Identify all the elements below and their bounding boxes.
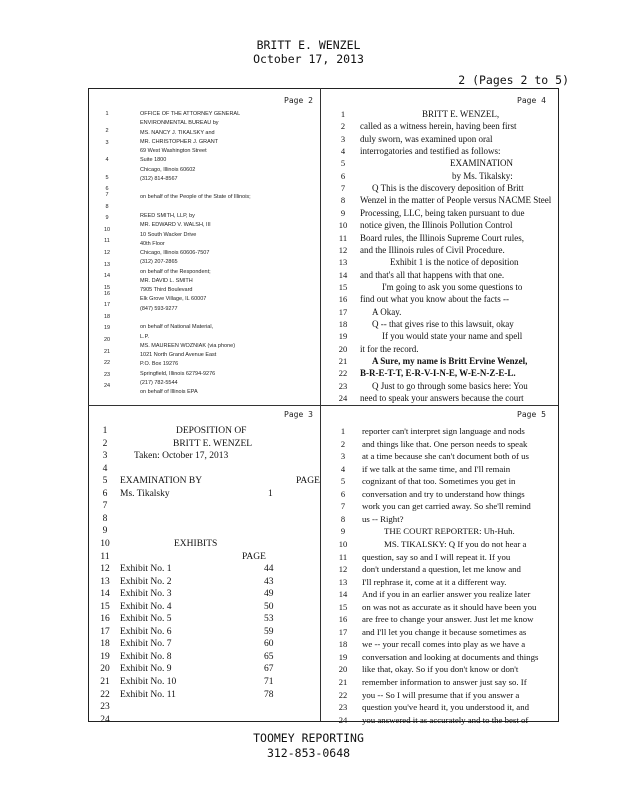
page2-line: Elk Grove Village, IL 60007 [140,296,207,303]
page4-line-number: 16 [338,294,348,305]
page5-line-number: 11 [338,551,348,562]
page3-line [96,676,318,688]
page2-line: 69 West Washington Street [140,148,207,155]
page2-line: (217) 782-5544 [140,379,178,386]
page2-line: MS. NANCY J. TIKALSKY and [140,129,215,136]
page5-line-number: 14 [338,589,348,600]
exhibit-page: 44 [264,564,274,575]
exhibit-name: Exhibit No. 1 [120,564,172,575]
page4-line-number: 21 [338,356,348,366]
page3-line [96,626,318,638]
page4-line: called as a witness herein, having been first [360,121,517,132]
page5-line-number: 12 [338,564,348,575]
page2-line: 10 South Wacker Drive [140,231,197,238]
page2-line-number: 23 [103,371,111,378]
page4-line-number: 9 [340,207,346,218]
page2-line: REED SMITH, LLP, by [140,212,195,219]
page3-line [96,663,318,675]
page2-line-number: 2 [105,128,109,135]
page5-line: cognizant of that too. Sometimes you get in [362,476,516,487]
page3-line-number: 10 [100,538,110,549]
page5-line: question you've heard it, you understood it, and [362,702,529,713]
taken-date: Taken: October 17, 2013 [134,451,229,462]
page4-line: it for the record. [360,343,419,354]
page5-line: remember information to answer just say so. If [362,677,527,687]
page5-line-number: 9 [340,526,346,537]
page3-line-number: 20 [100,664,110,675]
page5-line: conversation and looking at documents and things [362,651,539,662]
page4-line-number: 5 [340,158,346,169]
exhibit-page: 43 [264,576,274,587]
page5-line: we -- your recall comes into play as we have a [362,639,526,650]
page3-line [96,463,318,475]
exhibit-name: Exhibit No. 2 [120,576,172,587]
page4-line: and that's all that happens with that one. [360,269,505,280]
page3-line [96,438,318,450]
page2-line: on behalf of Illinois EPA [140,389,198,396]
page5-line: THE COURT REPORTER: Uh-Huh. [384,526,515,537]
page4-line-number: 12 [338,244,348,255]
page3-line [96,588,318,600]
page4-line-number: 2 [340,121,346,132]
page4-line-number: 13 [338,257,348,268]
page4-line-number: 11 [338,232,348,243]
reporter-phone: 312-853-0648 [266,746,351,760]
exhibit-name: Exhibit No. 8 [120,651,172,662]
page5-line: work you can get carried away. So she'll remind [362,501,531,512]
page3-line-number: 22 [100,689,110,700]
page2-line-number: 16 [103,290,111,297]
exhibit-name: Exhibit No. 3 [120,589,172,600]
page2-line-number: 11 [104,238,110,245]
page5-line-number: 13 [338,576,348,587]
examination-page: 1 [268,488,273,499]
exhibit-page: 60 [264,639,274,650]
page2-line-number: 9 [105,215,109,222]
page2-line-number: 6 [105,186,109,193]
page4-line: A Okay. [372,306,402,317]
page3-line [96,651,318,663]
page2-line: 7905 Third Boulevard [140,287,193,294]
page2-line: MR. EDWARD V. WALSH, III [140,222,211,229]
date-header: October 17, 2013 [253,52,364,66]
page5-line-number: 20 [338,664,348,675]
page4-line-number: 7 [340,183,346,194]
page4-line: interrogatories and testified as follows: [360,146,501,157]
page2-line-number: 20 [103,337,111,343]
page4-line: Processing, LLC, being taken pursuant to due [360,207,525,218]
page3-line [96,563,318,575]
page3-line [96,500,318,512]
page2-line: Chicago, Illinois 60602 [140,166,196,173]
page5-line: I'll rephrase it, come at it a different way. [362,576,507,587]
page2-line: MR. CHRISTOPHER J. GRANT [140,138,219,145]
page5-line-number: 3 [340,451,346,462]
page3-line-number: 24 [100,714,110,725]
page5-line: you -- So I will presume that if you answer a [362,689,520,700]
page3-line [96,525,318,537]
exhibit-name: Exhibit No. 5 [120,614,172,625]
page-label-5: Page 5 [517,410,546,419]
page3-line [96,714,318,726]
page5-line-number: 10 [338,538,348,549]
page3-line-number: 17 [100,626,110,637]
page5-line: at a time because she can't document both of us [362,451,529,462]
page3-line [96,638,318,650]
page4-line: need to speak your answers because the court [360,393,524,404]
deponent-header: BRITT E. WENZEL [256,38,361,52]
page4-line: Q Just to go through some basics here: You [372,380,528,391]
examination-page-label: PAGE [296,476,320,487]
page4-line-number: 15 [338,281,348,292]
page3-line [96,425,318,437]
page2-line: Chicago, Illinois 60606-7507 [140,250,210,257]
page5-line-number: 24 [338,714,348,725]
page5-line-number: 17 [338,626,348,637]
exhibit-name: Exhibit No. 7 [120,639,172,650]
page-label-2: Page 2 [284,96,313,105]
page5-line-number: 7 [340,501,346,512]
exhibit-page: 65 [264,651,274,662]
page5-line-number: 4 [340,463,346,474]
page3-line [96,613,318,625]
page2-line-number: 10 [103,226,111,233]
exhibit-page: 50 [264,601,274,612]
deponent-name: BRITT E. WENZEL [173,438,253,449]
page5-line: MS. TIKALSKY: Q If you do not hear a [384,538,527,549]
page2-line-number: 22 [103,360,111,367]
page2-line: (312) 814-8567 [140,175,178,182]
page5-line: and things like that. One person needs to speak [362,438,528,449]
page2-line-number: 14 [103,273,111,280]
page2-line-number: 18 [103,313,111,320]
page3-line-number: 13 [100,576,110,587]
page5-line: if we talk at the same time, and I'll remain [362,463,511,474]
exhibit-name: Exhibit No. 6 [120,626,172,637]
page3-line-number: 9 [102,526,108,537]
page5-line-number: 6 [340,488,346,499]
page3-line [96,538,318,550]
page5-line: conversation and try to understand how things [362,488,525,499]
exhibit-name: Exhibit No. 10 [120,677,177,687]
page3-line [96,513,318,525]
page4-line-number: 8 [340,195,346,206]
exhibit-page: 49 [264,589,274,600]
page4-line-number: 24 [338,393,348,404]
page3-line-number: 15 [100,601,110,612]
page4-line: notice given, the Illinois Pollution Control [360,220,513,231]
page2-line: ENVIRONMENTAL BUREAU by [140,120,219,127]
page4-line: by Ms. Tikalsky: [452,170,513,181]
page4-line-number: 3 [340,133,346,144]
page3-line [96,551,318,563]
page5-line-number: 19 [338,651,348,662]
page5-line: And if you in an earlier answer you realize later [362,589,531,600]
page3-line-number: 19 [100,651,110,662]
page2-line-number: 4 [105,157,109,164]
page3-line-number: 6 [102,488,108,499]
page5-line: question, say so and I will repeat it. If you [362,551,511,562]
page4-line: Q This is the discovery deposition of Britt [372,183,524,194]
page2-line-number: 21 [103,348,111,355]
examiner-name: Ms. Tikalsky [120,488,170,499]
page2-line-number: 7 [105,192,109,199]
page5-line: you answered it as accurately and to the best of [362,714,529,725]
page2-line-number: 24 [103,383,111,390]
page5-line: don't understand a question, let me know and [362,564,521,575]
exhibit-name: Exhibit No. 4 [120,601,172,612]
page2-line-number: 13 [103,261,111,268]
page3-line-number: 3 [102,451,108,462]
page3-line [96,601,318,613]
page4-line-number: 14 [338,269,348,280]
horizontal-divider [88,405,558,406]
page3-line-number: 14 [100,589,110,600]
examination-by-label: EXAMINATION BY [120,476,203,487]
page2-line: on behalf of the People of the State of Illinois; [140,194,251,201]
page4-line-number: 1 [340,109,346,119]
page4-line-number: 23 [338,380,348,391]
exhibit-name: Exhibit No. 9 [120,664,172,675]
page4-line: and the Illinois rules of Civil Procedure. [360,244,505,255]
page4-line-number: 10 [338,220,348,231]
page5-line: us -- Right? [362,513,404,524]
page2-line-number: 5 [105,174,109,181]
page3-line-number: 12 [100,564,110,575]
page3-line [96,488,318,500]
exhibits-label: EXHIBITS [174,538,218,549]
exhibits-page-label: PAGE [242,551,266,562]
page5-line-number: 16 [338,614,348,625]
page4-line: BRITT E. WENZEL, [422,109,500,119]
page2-line: MR. DAVID L. SMITH [140,277,193,284]
page2-line: (847) 593-9277 [140,305,178,312]
page2-line: 1021 North Grand Avenue East [140,352,217,359]
page3-line-number: 16 [100,614,110,625]
page3-line [96,475,318,487]
page2-line-number: 12 [103,250,111,257]
page-label-4: Page 4 [517,96,546,105]
exhibit-page: 59 [264,626,274,637]
page5-line-number: 23 [338,702,348,713]
page4-line-number: 19 [338,331,348,342]
page3-line [96,701,318,713]
page4-line-number: 22 [338,368,348,379]
page3-line-number: 7 [102,501,108,512]
page2-line: MS. MAUREEN WOZNIAK (via phone) [140,342,236,349]
page4-line-number: 20 [338,343,348,354]
page5-line: are free to change your answer. Just let me know [362,614,534,625]
page4-line: EXAMINATION [450,158,513,169]
page4-line-number: 6 [340,170,346,181]
deposition-title: DEPOSITION OF [176,426,247,436]
page-label-3: Page 3 [284,410,313,419]
page-range: 2 (Pages 2 to 5) [458,73,569,87]
page3-line [96,689,318,701]
exhibit-name: Exhibit No. 11 [120,689,176,700]
page5-line: reporter can't interpret sign language and nods [362,426,525,436]
page3-line-number: 5 [102,476,108,487]
page2-line-number: 3 [105,139,109,146]
page3-line-number: 18 [100,639,110,650]
page3-line-number: 1 [102,426,108,436]
exhibit-page: 71 [264,677,274,687]
page5-line-number: 21 [338,677,348,687]
page2-line: L.P. [140,333,150,340]
page2-line: 40th Floor [140,240,165,247]
page5-line: and I'll let you change it because sometimes as [362,626,527,637]
page4-line-number: 4 [340,146,346,157]
exhibit-page: 53 [264,614,274,625]
page5-line-number: 18 [338,639,348,650]
page3-line-number: 8 [102,513,108,524]
page5-line-number: 1 [340,426,346,436]
page2-line-number: 17 [103,302,111,309]
page5-line: on was not as accurate as it should have been you [362,601,537,612]
page3-line-number: 21 [100,677,110,687]
page3-line-number: 11 [100,551,110,562]
page4-line-number: 17 [338,306,348,317]
page4-line-number: 18 [338,318,348,329]
page5-line-number: 2 [340,438,346,449]
page2-line-number: 19 [103,325,111,332]
page4-line: Wenzel in the matter of People versus NACME Steel [360,195,552,206]
page2-line: Suite 1800 [140,157,167,164]
page4-line: find out what you know about the facts -- [360,294,509,305]
exhibit-page: 67 [264,664,274,675]
reporter-name: TOOMEY REPORTING [253,731,364,745]
page3-line-number: 2 [102,438,108,449]
page2-line: on behalf of the Respondent; [140,268,211,275]
page4-line: Q -- that gives rise to this lawsuit, okay [372,318,514,329]
page2-line: (312) 207-2865 [140,259,178,266]
page5-line-number: 5 [340,476,346,487]
page4-line: duly sworn, was examined upon oral [360,133,493,144]
page2-line: OFFICE OF THE ATTORNEY GENERAL [140,111,241,117]
page4-line: Board rules, the Illinois Supreme Court rules, [360,232,524,243]
page5-line: like that, okay. So if you don't know or don't [362,664,519,675]
page5-line-number: 15 [338,601,348,612]
page2-line-number: 8 [105,203,109,210]
page4-line: A Sure, my name is Britt Ervine Wenzel, [372,356,528,366]
page4-line: I'm going to ask you some questions to [382,281,523,292]
page3-line [96,576,318,588]
exhibit-page: 78 [264,689,274,700]
page2-line-number: 1 [105,111,109,117]
page3-line-number: 23 [100,702,110,713]
page4-line: Exhibit 1 is the notice of deposition [390,257,519,268]
page2-line: Springfield, Illinois 62794-9276 [140,370,216,377]
page2-line: P.O. Box 19276 [140,361,179,368]
page5-line-number: 22 [338,689,348,700]
page4-line: If you would state your name and spell [382,331,523,342]
page3-line-number: 4 [102,463,108,474]
page4-line: B-R-E-T-T, E-R-V-I-N-E, W-E-N-Z-E-L. [360,368,516,379]
page3-line [96,450,318,462]
page2-line: on behalf of National Material, [140,324,214,331]
page5-line-number: 8 [340,513,346,524]
page2-line-number: 15 [103,284,111,291]
